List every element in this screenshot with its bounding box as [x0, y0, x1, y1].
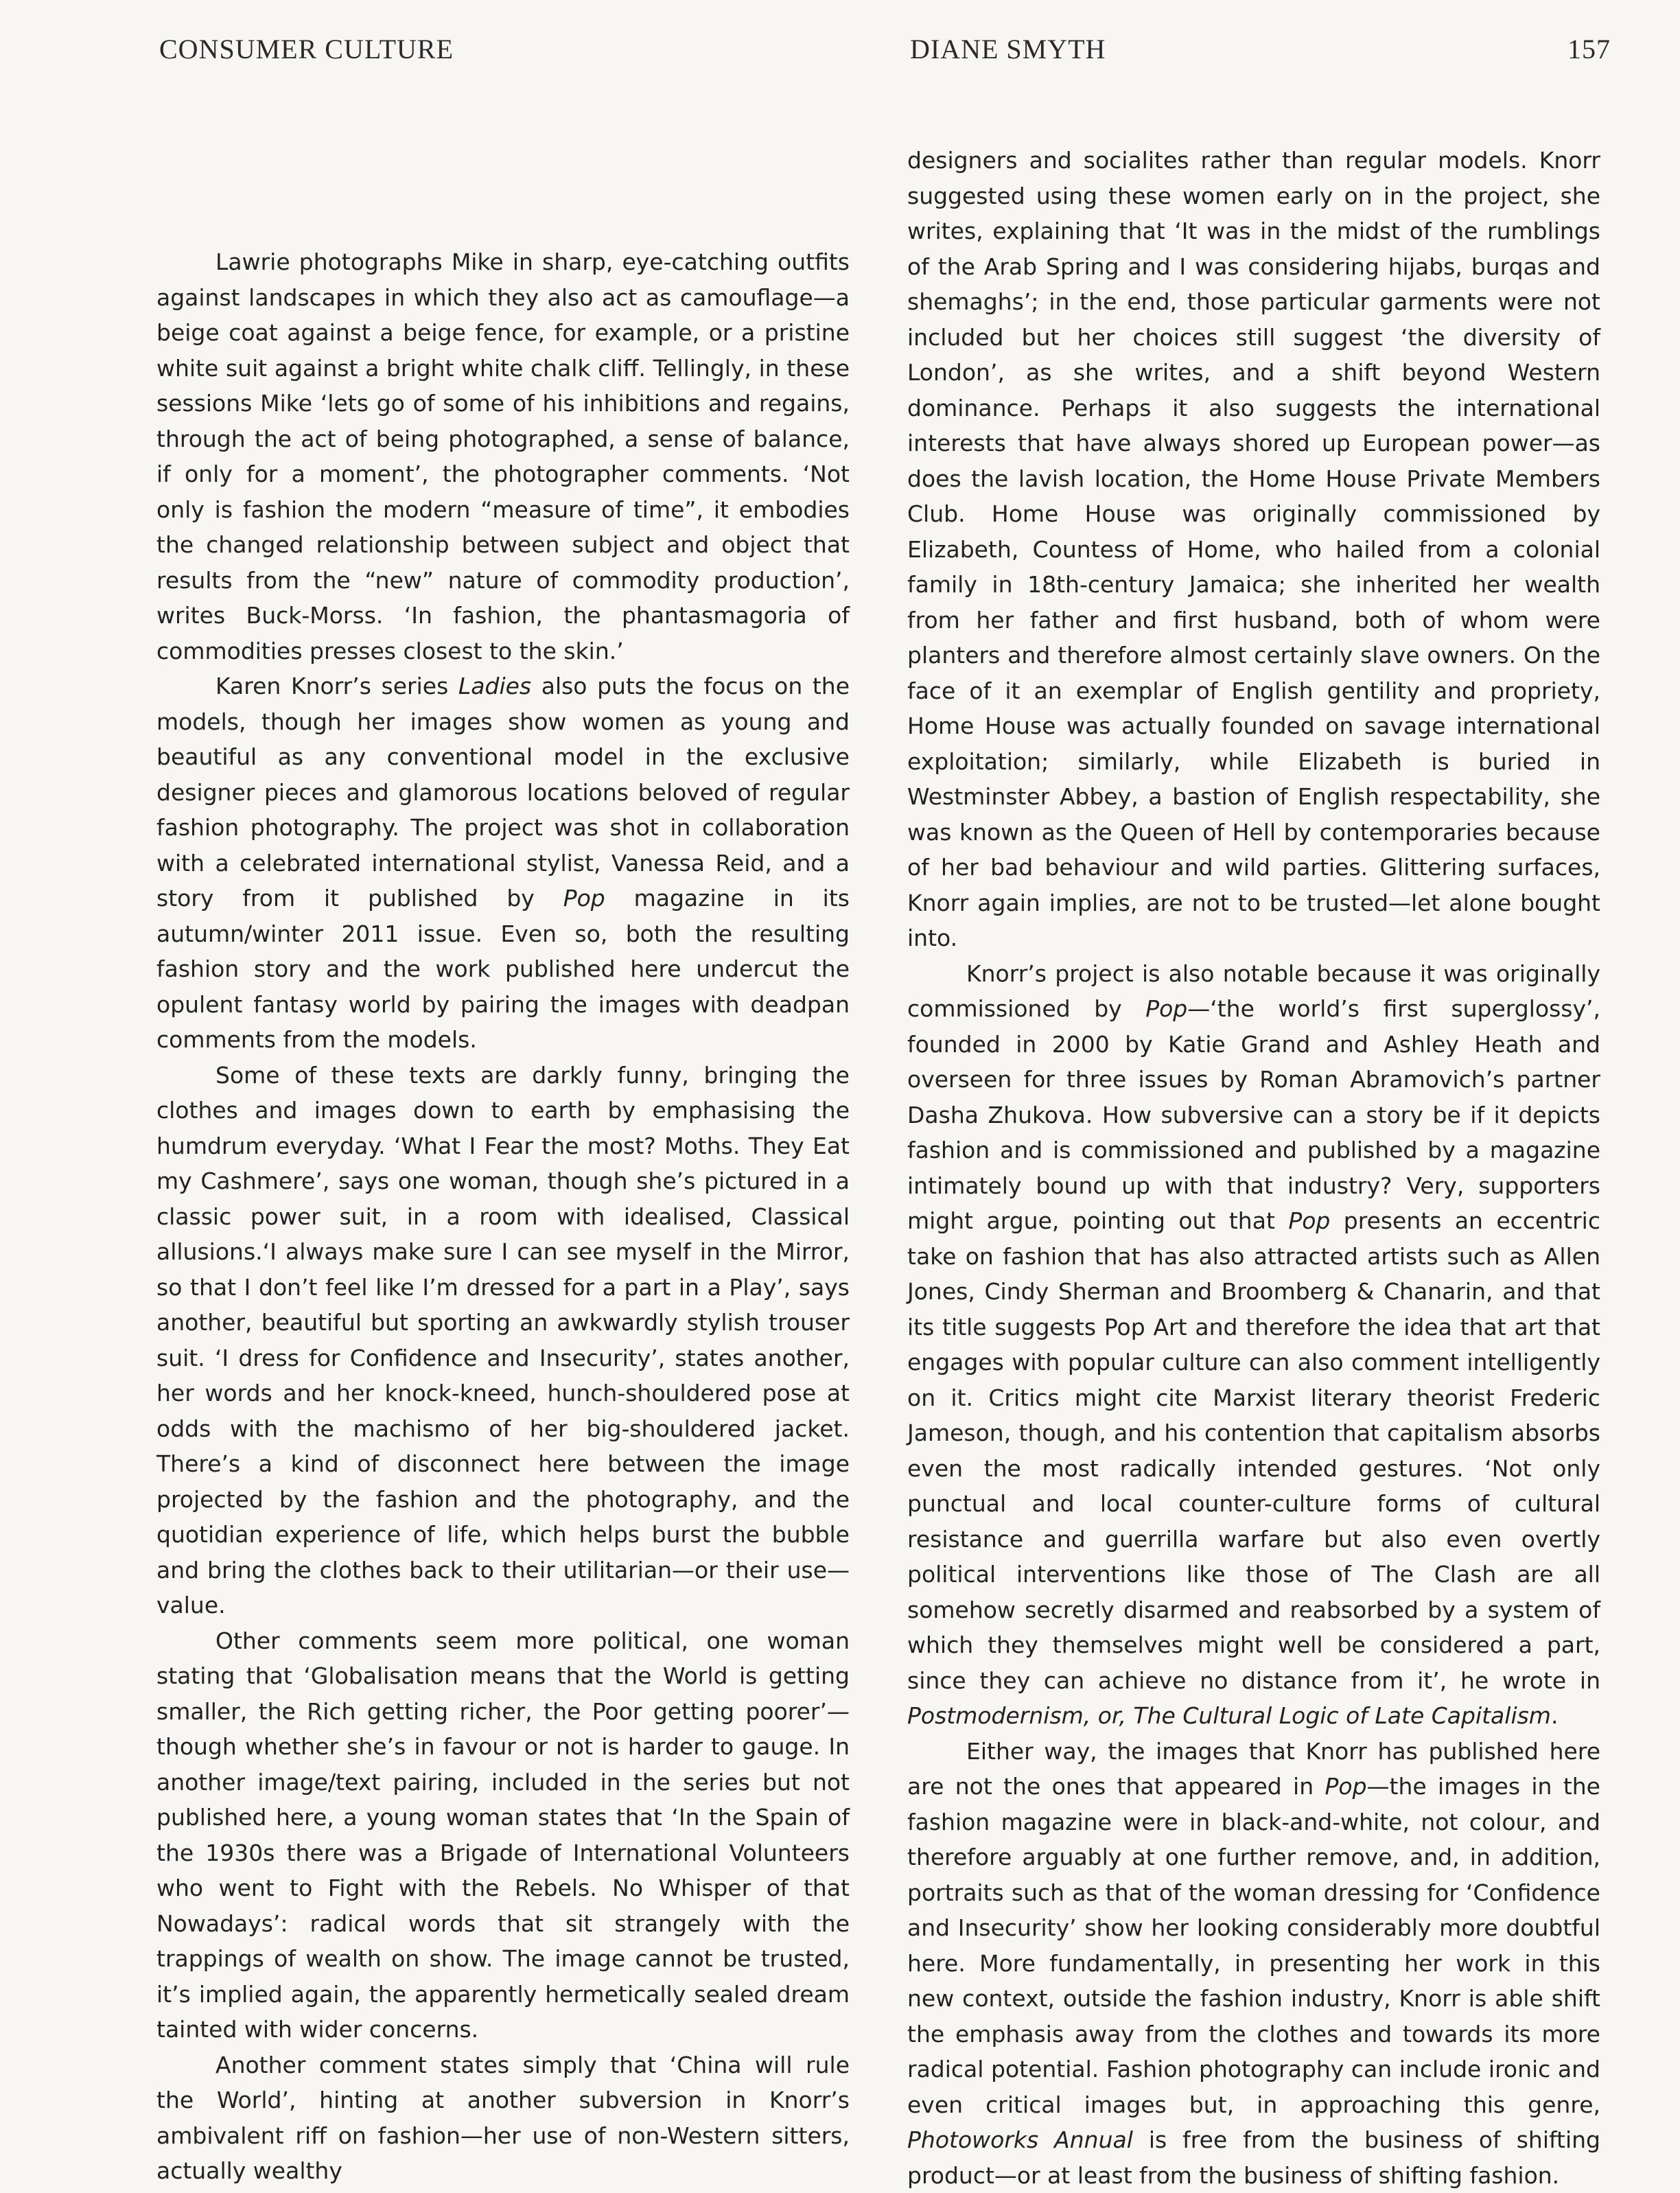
series-title: Ladies	[458, 673, 531, 699]
magazine-title: Pop	[1145, 995, 1187, 1022]
text-run: Karen Knorr’s series	[215, 673, 458, 699]
text-run: —the images in the fashion magazine were in black-and-white, not colour, and therefore arguably at one further remove, and, in addition, portraits such as that of the woman dressing for ‘Confidence and Insecurity’ show her looking considerably more doubtful here. More fundamentally, in presenting her work in this new context, outside the fashion industry, Knorr is able shift the emphasis away from the clothes and towards its more radical potential. Fashion photography can include ironic and even critical images but, in approaching this genre,	[907, 1773, 1600, 2118]
text-run: —‘the world’s first superglossy’, founded in 2000 by Katie Grand and Ashley Heath and overseen for three issues by Roman Abramovich’s partner Dasha Zhukova. How subversive can a story be if it depicts fashion and is commissioned and published by a magazine intimately bound up with that industry? Very, supporters might argue, pointing out that	[907, 995, 1600, 1234]
paragraph: Other comments seem more political, one woman stating that ‘Globalisation means that the World is getting smaller, the Rich getting richer, the Poor getting poorer’—though whether she’s in favour or not is harder to gauge. In another image/text pairing, included in the series but not published here, a young woman states that ‘In the Spain of the 1930s there was a Brigade of International Volunteers who went to Fight with the Rebels. No Whisper of that Nowadays’: radical words that sit strangely with the trappings of wealth on show. The image cannot be trusted, it’s implied again, the apparently hermetically sealed dream tainted with wider concerns.	[156, 1623, 850, 2047]
paragraph: Some of these texts are darkly funny, bringing the clothes and images down to earth by emphasising the humdrum everyday. ‘What I Fear the most? Moths. They Eat my Cashmere’, says one woman, though she’s pictured in a classic power suit, in a room with idealised, Classical allusions.‘I always make sure I can see myself in the Mirror, so that I don’t feel like I’m dressed for a part in a Play’, says another, beautiful but sporting an awkwardly stylish trouser suit. ‘I dress for Confidence and Insecurity’, states another, her words and her knock-kneed, hunch-shouldered pose at odds with the machismo of her big-shouldered jacket. There’s a kind of disconnect here between the image projected by the fashion and the photography, and the quotidian experience of life, which helps burst the bubble and bring the clothes back to their utilitarian—or their use—value.	[156, 1058, 850, 1623]
text-run: Either way, the images that Knorr has published here are not the ones that appeared in	[907, 1738, 1600, 1800]
paragraph: Lawrie photographs Mike in sharp, eye-catching outfits against landscapes in which they also act as camouflage—a beige coat against a beige fence, for example, or a pristine white suit against a bright white chalk cliff. Tellingly, in these sessions Mike ‘lets go of some of his inhibitions and regains, through the act of being photographed, a sense of balance, if only for a moment’, the photographer comments. ‘Not only is fashion the modern “measure of time”, it embodies the changed relationship between subject and object that results from the “new” nature of commodity production’, writes Buck-Morss. ‘In fashion, the phantasmagoria of commodities presses closest to the skin.’	[156, 244, 850, 669]
paragraph: designers and socialites rather than regular models. Knorr suggested using these women early on in the project, she writes, explaining that ‘It was in the midst of the rumblings of the Arab Spring and I was considering hijabs, burqas and shemaghs’; in the end, those particular garments were not included but her choices still suggest ‘the diversity of London’, as she writes, and a shift beyond Western dominance. Perhaps it also suggests the international interests that have always shored up European power—as does the lavish location, the Home House Private Members Club. Home House was originally commissioned by Elizabeth, Countess of Home, who hailed from a colonial family in 18th-century Jamaica; she inherited her wealth from her father and first husband, both of whom were planters and therefore almost certainly slave owners. On the face of it an exemplar of English gentility and propriety, Home House was actually founded on savage international exploitation; similarly, while Elizabeth is buried in Westminster Abbey, a bastion of English respectability, she was known as the Queen of Hell by contemporaries because of her bad behaviour and wild parties. Glittering surfaces, Knorr again implies, are not to be trusted—let alone bought into.	[907, 143, 1600, 956]
right-text-column	[907, 143, 1600, 2193]
text-run: Knorr’s project is also notable because it was originally commissioned by	[907, 960, 1600, 1023]
book-title: Postmodernism, or, The Cultural Logic of Late Capitalism	[907, 1702, 1551, 1729]
text-run: presents an eccentric take on fashion that has also attracted artists such as Allen Jones, Cindy Sherman and Broomberg & Chanarin, and that its title suggests Pop Art and therefore the idea that art that engages with popular culture can also comment intelligently on it. Critics might cite Marxist literary theorist Frederic Jameson, though, and his contention that capitalism absorbs even the most radically intended gestures. ‘Not only punctual and local counter-culture forms of cultural resistance and guerrilla warfare but also even overtly political interventions like those of The Clash are all somehow secretly disarmed and reabsorbed by a system of which they themselves might well be considered a part, since they can achieve no distance from it’, he wrote in	[907, 1207, 1600, 1694]
section-title: CONSUMER CULTURE	[159, 33, 454, 65]
publication-title: Photoworks Annual	[907, 2126, 1133, 2153]
magazine-title: Pop	[1325, 1773, 1367, 1800]
left-text-column	[156, 244, 850, 2189]
paragraph	[907, 956, 1600, 1734]
text-run: also puts the focus on the models, though her images show women as young and beautiful as any conventional model in the exclusive designer pieces and glamorous locations beloved of regular fashion photography. The project was shot in collaboration with a celebrated international stylist, Vanessa Reid, and a story from it published by	[156, 673, 850, 912]
magazine-title: Pop	[1288, 1207, 1330, 1234]
text-run: .	[1551, 1702, 1559, 1729]
paragraph: Another comment states simply that ‘China will rule the World’, hinting at another subversion in Knorr’s ambivalent riff on fashion—her use of non-Western sitters, actually wealthy	[156, 2047, 850, 2189]
paragraph	[907, 1734, 1600, 2193]
text-run: is free from the business of shifting product—or at least from the business of shifting fashion.	[907, 2126, 1600, 2189]
text-run: magazine in its autumn/winter 2011 issue. Even so, both the resulting fashion story and the work published here undercut the opulent fantasy world by pairing the images with deadpan comments from the models.	[156, 885, 850, 1053]
paragraph	[156, 669, 850, 1058]
author-name: DIANE SMYTH	[910, 33, 1106, 65]
page-number: 157	[1567, 33, 1611, 65]
magazine-title: Pop	[563, 885, 605, 912]
